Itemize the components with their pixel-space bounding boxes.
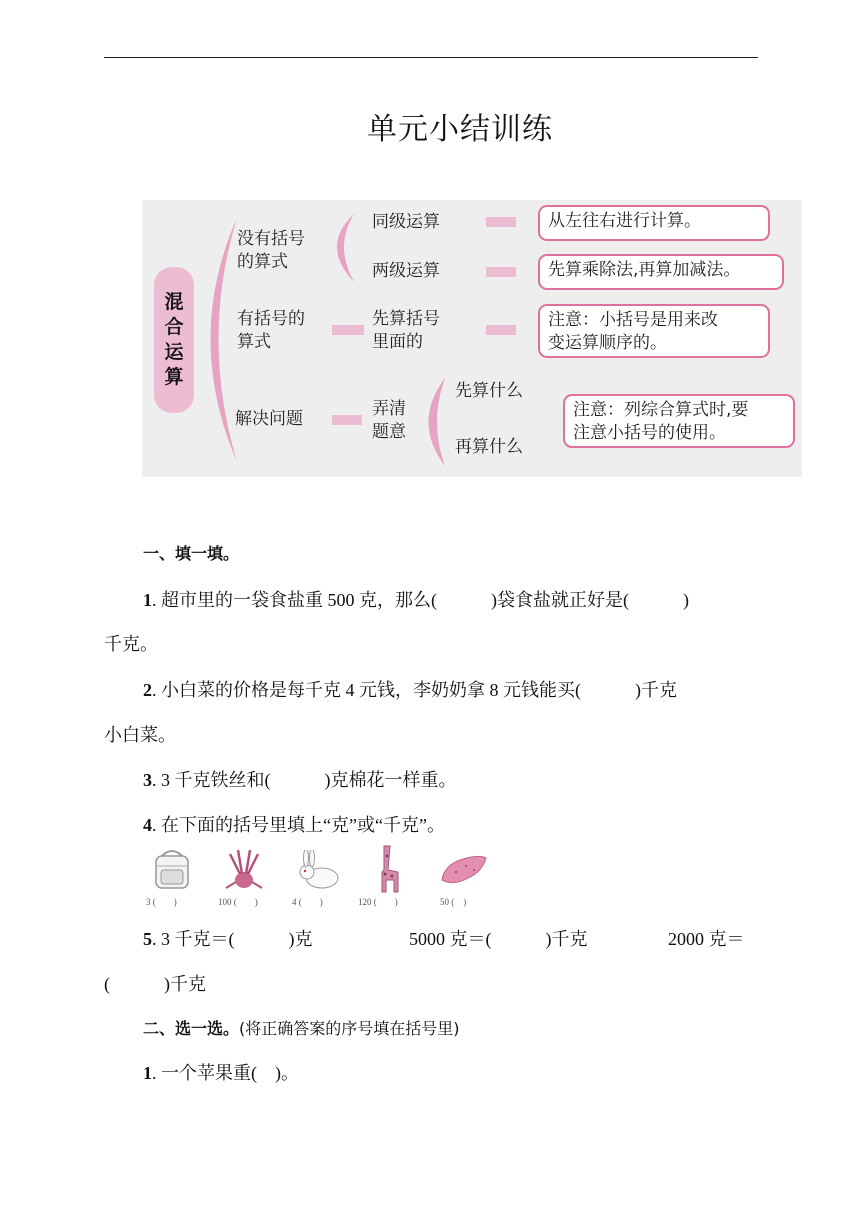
branch2-label: 有括号的 算式 (237, 309, 305, 352)
s2-q1-line1 (143, 1060, 299, 1086)
mind-map (142, 200, 802, 477)
backpack-icon (150, 848, 196, 895)
branch1-sub2: 两级运算 (372, 261, 440, 281)
q2-number: 2 (143, 680, 152, 700)
s2-q1-number: 1 (143, 1063, 152, 1083)
connector-bar (486, 217, 516, 227)
connector-bar (332, 325, 364, 335)
q4-number: 4 (143, 815, 152, 835)
crab-label: 100 ( ) (218, 897, 258, 907)
q1-text: . 超市里的一袋食盐重 500 克，那么( )袋食盐就正好是( ) (152, 590, 689, 610)
q5-part-c: 2000 克＝ (668, 929, 745, 949)
page-title: 单元小结训练 (367, 113, 553, 146)
connector-bar (332, 415, 362, 425)
rabbit-label: 4 ( ) (292, 897, 323, 907)
q2-line2: 小白菜。 (104, 725, 176, 745)
sweet-potato-icon (438, 852, 490, 893)
branch3-label: 解决问题 (235, 409, 303, 429)
q4-text: . 在下面的括号里填上“克”或“千克”。 (152, 815, 445, 835)
note-word-problem: 注意：列综合算式时,要 注意小括号的使用。 (563, 394, 795, 448)
header-rule (104, 57, 758, 58)
q2-line1 (143, 677, 677, 703)
q2-text: . 小白菜的价格是每千克 4 元钱，李奶奶拿 8 元钱能买( )千克 (152, 680, 677, 700)
q1-number: 1 (143, 590, 152, 610)
q5-part-b: 5000 克＝( )千克 (409, 929, 588, 949)
connector-bar (486, 325, 516, 335)
crab-icon (222, 848, 266, 897)
branch3-bracket (429, 378, 446, 466)
sweet-potato-label: 50 ( ) (440, 897, 467, 907)
rabbit-icon (296, 850, 344, 895)
q5-part-a: . 3 千克＝( )克 (152, 929, 313, 949)
backpack-label: 3 ( ) (146, 897, 177, 907)
branch3-sub-b: 再算什么 (455, 437, 523, 457)
branch3-sub-a: 先算什么 (455, 381, 523, 401)
giraffe-icon (374, 844, 406, 899)
s2-q1-text: . 一个苹果重( )。 (152, 1063, 299, 1083)
root-label: 混合运算 (164, 291, 184, 388)
branch1-label: 没有括号 的算式 (237, 229, 305, 272)
q1-line1 (143, 587, 689, 613)
giraffe-label: 120 ( ) (358, 897, 398, 907)
q3-text: . 3 千克铁丝和( )克棉花一样重。 (152, 770, 457, 790)
section2-heading-line (143, 1015, 460, 1042)
q3-line1 (143, 767, 457, 793)
section2-note: (将正确答案的序号填在括号里) (239, 1019, 460, 1038)
q5-line2: ( )千克 (104, 974, 206, 994)
q5-number: 5 (143, 929, 152, 949)
note-parentheses: 注意：小括号是用来改 变运算顺序的。 (538, 304, 770, 358)
q3-number: 3 (143, 770, 152, 790)
branch2-sub: 先算括号 里面的 (372, 309, 440, 352)
root-bracket (211, 218, 238, 462)
branch1-sub1: 同级运算 (372, 212, 440, 232)
section2-heading: 二、选一选。 (143, 1019, 240, 1038)
note-multiply-first: 先算乘除法,再算加减法。 (538, 254, 784, 290)
q1-line2: 千克。 (104, 634, 158, 654)
section1-heading: 一、填一填。 (143, 544, 240, 563)
connector-bar (486, 267, 516, 277)
branch3-sub: 弄清 题意 (372, 399, 406, 442)
q5-line1 (143, 926, 313, 952)
note-left-to-right: 从左往右进行计算。 (538, 205, 770, 241)
root-node (154, 267, 194, 413)
q4-line1 (143, 812, 445, 838)
branch1-bracket (337, 214, 354, 282)
